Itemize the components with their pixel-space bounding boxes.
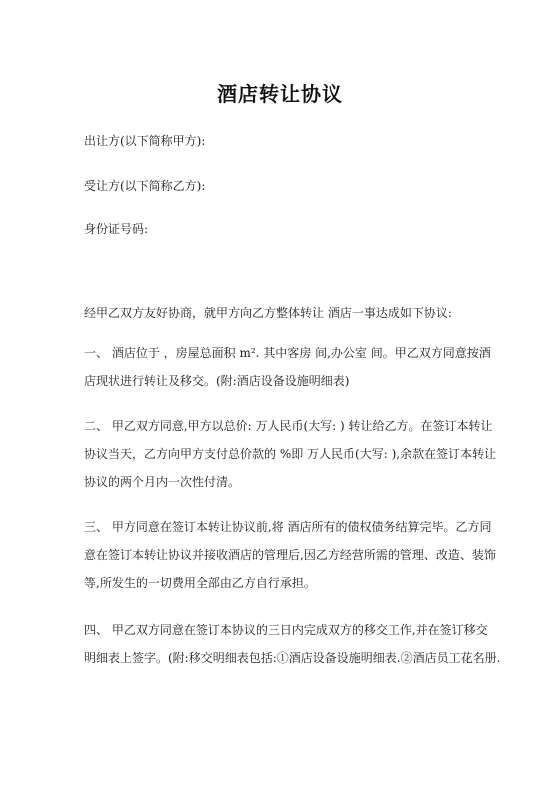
clause-2-line-3: 协议的两个月内一次性付清。 — [84, 475, 241, 489]
clause-3-line-2: 意在签订本转让协议并接收酒店的管理后,因乙方经营所需的管理、改造、装饰 — [84, 548, 496, 562]
intro-paragraph: 经甲乙双方友好协商，就甲方向乙方整体转让 酒店一事达成如下协议: — [84, 306, 452, 320]
id-number-field: 身份证号码: — [84, 222, 149, 236]
clause-3-line-3: 等,所发生的一切费用全部由乙方自行承担。 — [84, 576, 316, 590]
clause-2 — [84, 412, 497, 496]
transferor-field: 出让方(以下简称甲方): — [84, 134, 206, 148]
clause-4-line-2: 明细表上签字。(附:移交明细表包括:①酒店设备设施明细表.②酒店员工花名册. — [84, 651, 501, 665]
clause-2-line-1: 二、 甲乙双方同意,甲方以总价: 万人民币(大写: ) 转让给乙方。在签订本转让 — [84, 419, 493, 433]
clause-3-line-1: 三、 甲方同意在签订本转让协议前,将 酒店所有的债权债务结算完毕。乙方同 — [84, 520, 492, 534]
clause-4-line-1: 四、 甲乙双方同意在签订本协议的三日内完成双方的移交工作,并在签订移交 — [84, 623, 488, 637]
transferee-field: 受让方(以下简称乙方): — [84, 179, 206, 193]
clause-1-line-1: 一、 酒店位于 ，房屋总面积 m². 其中客房 间,办公室 间。甲乙双方同意按酒 — [84, 346, 491, 360]
clause-2-line-2: 协议当天，乙方向甲方支付总价款的 %即 万人民币(大写: ),余款在签订本转让 — [84, 447, 497, 461]
clause-3 — [84, 513, 496, 597]
document-title: 酒店转让协议 — [217, 82, 343, 106]
clause-1-line-2: 店现状进行转让及移交。(附:酒店设备设施明细表) — [84, 374, 350, 388]
clause-4 — [84, 616, 501, 672]
clause-1 — [84, 339, 491, 395]
